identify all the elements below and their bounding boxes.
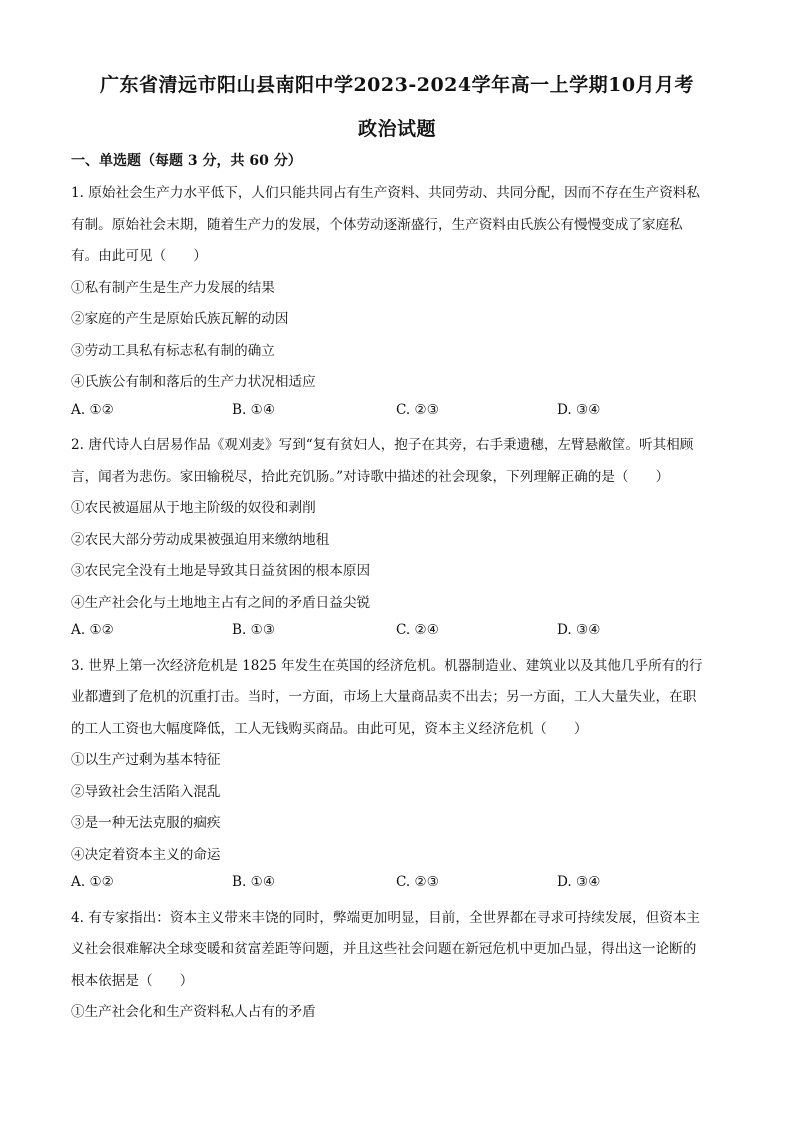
statement-item: ③农民完全没有土地是导致其日益贫困的根本原因 <box>71 563 371 579</box>
question-stem-line: 1. 原始社会生产力水平低下，人们只能共同占有生产资料、共同劳动、共同分配，因而不存在生产资料私 <box>71 185 701 201</box>
statement-item: ②农民大部分劳动成果被强迫用来缴纳地租 <box>71 531 330 548</box>
answer-option: C. ②③ <box>396 401 439 418</box>
statement-item: ③是一种无法克服的痼疾 <box>71 815 221 831</box>
exam-title: 广东省清远市阳山县南阳中学2023-2024学年高一上学期10月月考 <box>99 74 695 96</box>
answer-option: D. ③④ <box>557 622 601 638</box>
statement-item: ③劳动工具私有标志私有制的确立 <box>71 342 275 359</box>
statement-item: ①农民被逼屈从于地主阶级的奴役和剥削 <box>71 500 316 516</box>
answer-option: D. ③④ <box>557 874 601 890</box>
question-stem-line: 有制。原始社会末期，随着生产力的发展，个体劳动逐渐盛行，生产资料由氏族公有慢慢变成了家庭私 <box>71 216 683 233</box>
question-stem-line: 根本依据是（ ） <box>71 972 194 989</box>
question-stem-line: 业都遭到了危机的沉重打击。当时，一方面，市场上大量商品卖不出去；另一方面，工人大量失业，在职 <box>71 689 697 705</box>
answer-option: B. ①④ <box>232 401 276 418</box>
question-stem-line: 义社会很难解决全球变暖和贫富差距等问题，并且这些社会问题在新冠危机中更加凸显，得出这一论断的 <box>71 941 697 957</box>
exam-subject: 政治试题 <box>357 118 436 140</box>
answer-option: C. ②④ <box>396 622 439 638</box>
question-stem-line: 的工人工资也大幅度降低，工人无钱购买商品。由此可见，资本主义经济危机（ ） <box>71 720 588 737</box>
statement-item: ④氏族公有制和落后的生产力状况相适应 <box>71 374 316 390</box>
statement-item: ②家庭的产生是原始氏族瓦解的动因 <box>71 311 289 327</box>
statement-item: ①生产社会化和生产资料私人占有的矛盾 <box>71 1004 316 1020</box>
question-stem-line: 4. 有专家指出：资本主义带来丰饶的同时，弊端更加明显，目前，全世界都在寻求可持续发展，但资本主 <box>71 909 701 926</box>
answer-option: D. ③④ <box>557 401 601 418</box>
answer-option: A. ①② <box>71 401 114 418</box>
statement-item: ②导致社会生活陷入混乱 <box>71 783 221 800</box>
answer-option: A. ①② <box>71 874 114 890</box>
question-stem-line: 有。由此可见（ ） <box>71 248 207 264</box>
question-stem-line: 2. 唐代诗人白居易作品《观刈麦》写到“复有贫妇人，抱子在其旁，右手秉遗穗，左臂悬敝筐。听其相顾 <box>71 437 694 453</box>
statement-item: ④生产社会化与土地地主占有之间的矛盾日益尖锐 <box>71 594 371 611</box>
answer-option: B. ①④ <box>232 874 276 890</box>
question-stem-line: 3. 世界上第一次经济危机是 1825 年发生在英国的经济危机。机器制造业、建筑业以及其他几乎所有的行 <box>71 657 703 674</box>
answer-option: B. ①③ <box>232 622 276 638</box>
answer-option: C. ②③ <box>396 874 439 890</box>
question-stem-line: 言，闻者为悲伤。家田输税尽，拾此充饥肠。”对诗歌中描述的社会现象，下列理解正确的是（ ） <box>71 468 670 485</box>
statement-item: ④决定着资本主义的命运 <box>71 846 221 863</box>
statement-item: ①以生产过剩为基本特征 <box>71 752 221 768</box>
answer-option: A. ①② <box>71 622 114 638</box>
statement-item: ①私有制产生是生产力发展的结果 <box>71 279 275 296</box>
section-heading: 一、单选题（每题 3 分，共 60 分） <box>71 153 302 169</box>
